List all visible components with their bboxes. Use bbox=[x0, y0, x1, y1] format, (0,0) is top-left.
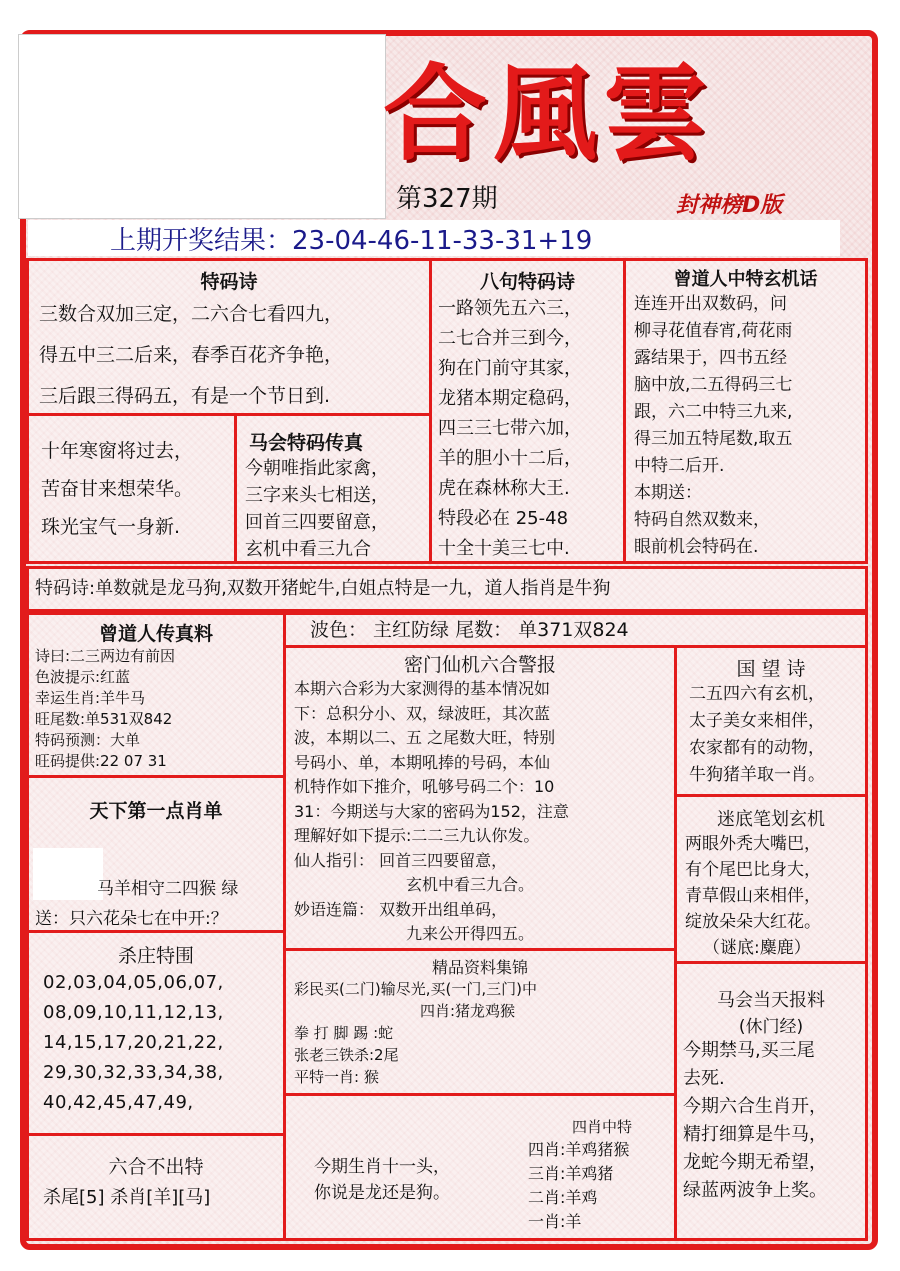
poem-line: 本期送： bbox=[634, 483, 702, 503]
zeng-line: 诗曰:二三两边有前因 bbox=[35, 647, 176, 665]
shazhuang-tewei bbox=[26, 930, 286, 1136]
wave-tail bbox=[283, 612, 868, 648]
number-row: 40,42,45,47,49, bbox=[43, 1092, 194, 1113]
midi-line: 有个尾巴比身大， bbox=[685, 860, 821, 880]
poem-line: 得三加五特尾数,取五 bbox=[634, 429, 793, 449]
poem-line: 得五中三二后来，春季百花齐争艳， bbox=[39, 344, 344, 366]
jingpin-title: 精品资料集锦 bbox=[431, 958, 528, 977]
number-row: 08,09,10,11,12,13, bbox=[43, 1002, 224, 1023]
mahui-line: 龙蛇今期无希望， bbox=[683, 1152, 827, 1173]
tianxia-danxiao bbox=[26, 775, 286, 933]
zeng-chuanzhen bbox=[26, 612, 286, 778]
poem-mahui-title: 马会特码传真 bbox=[249, 432, 364, 454]
midi-bihua bbox=[674, 794, 868, 964]
edition-subtitle: 封神榜D版 bbox=[676, 193, 783, 218]
zeng-title: 曾道人传真料 bbox=[98, 623, 213, 645]
poem-tema-title: 特码诗 bbox=[200, 271, 258, 293]
midi-line: 青草假山来相伴， bbox=[685, 886, 821, 906]
jingpin-ziliao bbox=[283, 948, 677, 1096]
poem-line: 二七合并三到今， bbox=[438, 328, 582, 349]
jingpin-line: 四肖:猪龙鸡猴 bbox=[420, 1002, 516, 1020]
four-xiao-line: 一肖:羊 bbox=[528, 1212, 582, 1231]
mahui-line: 绿蓝两波争上奖。 bbox=[683, 1180, 827, 1201]
midi-line: 绽放朵朵大红花。 bbox=[685, 912, 821, 932]
guowang-line: 牛狗猪羊取一肖。 bbox=[689, 765, 825, 785]
poem-line: 十全十美三七中. bbox=[438, 538, 570, 559]
mimen-line: 玄机中看三九合。 bbox=[406, 875, 535, 894]
mahui-line: 精打细算是牛马， bbox=[683, 1124, 827, 1145]
poem-line: 羊的胆小十二后， bbox=[438, 448, 582, 469]
midi-line: 两眼外秃大嘴巴， bbox=[685, 834, 821, 854]
mimen-line: 本期六合彩为大家测得的基本情况如 bbox=[294, 679, 551, 698]
poem-mahui-chuanzhen bbox=[234, 413, 432, 564]
liuhe-buchute bbox=[26, 1133, 286, 1241]
masked-region bbox=[18, 34, 386, 219]
tema-banner bbox=[26, 566, 868, 612]
poem-bajiu bbox=[429, 258, 626, 564]
number-row: 02,03,04,05,06,07, bbox=[43, 972, 224, 993]
masked-region bbox=[33, 848, 103, 900]
shengxiao-line: 今期生肖十一头， bbox=[314, 1157, 450, 1177]
four-xiao-line: 三肖:羊鸡猪 bbox=[528, 1164, 614, 1183]
poem-line: 柳寻花值春宵,荷花雨 bbox=[634, 321, 793, 341]
zeng-line: 旺码提供:22 07 31 bbox=[35, 752, 167, 770]
mahui-line: 今期禁马,买三尾 bbox=[683, 1040, 815, 1061]
last-result: 上期开奖结果：23-04-46-11-33-31+19 bbox=[110, 226, 593, 256]
poem-line: 露结果于，四书五经 bbox=[634, 348, 787, 368]
buchu-line: 杀尾[5] 杀肖[羊][马] bbox=[43, 1187, 211, 1208]
zeng-line: 特码预测：大单 bbox=[35, 731, 141, 749]
poem-line: 龙猪本期定稳码， bbox=[438, 388, 582, 409]
four-xiao-line: 四肖:羊鸡猪猴 bbox=[528, 1140, 630, 1159]
poem-line: 特码自然双数来， bbox=[634, 510, 770, 530]
poem-line: 特段必在 25-48 bbox=[438, 508, 569, 529]
banner-text: 特码诗:单数就是龙马狗,双数开猪蛇牛,白姐点特是一九，道人指肖是牛狗 bbox=[35, 578, 611, 599]
poem-line: 眼前机会特码在. bbox=[634, 537, 759, 557]
poem-line: 玄机中看三九合 bbox=[245, 539, 371, 560]
buchu-title: 六合不出特 bbox=[108, 1156, 204, 1178]
mimen-title: 密门仙机六合警报 bbox=[403, 654, 556, 676]
mimen-line: 31：今期送与大家的密码为152，注意 bbox=[294, 801, 569, 821]
midi-line: （谜底:麋鹿） bbox=[703, 938, 811, 958]
tianxia-line: 送：只六花朵七在中开:？ bbox=[35, 909, 228, 929]
poem-line: 虎在森林称大王. bbox=[438, 478, 570, 499]
mimen-line: 九来公开得四五。 bbox=[406, 924, 535, 943]
mahui-subtitle: (休门经) bbox=[738, 1017, 804, 1037]
zeng-line: 幸运生肖:羊牛马 bbox=[35, 689, 146, 707]
poem-line: 苦奋甘来想荣华。 bbox=[41, 478, 194, 500]
zeng-line: 色波提示:红蓝 bbox=[35, 668, 131, 686]
mimen-line: 下：总积分小、双，绿波旺，其次蓝 bbox=[294, 703, 551, 723]
number-row: 14,15,17,20,21,22, bbox=[43, 1032, 224, 1053]
zeng-line: 旺尾数:单531双842 bbox=[35, 710, 173, 728]
logo-title: 合風雲 bbox=[383, 52, 714, 175]
poem-shinian bbox=[26, 413, 237, 564]
poem-line: 珠光宝气一身新. bbox=[41, 516, 181, 538]
poem-line: 一路领先五六三， bbox=[438, 298, 582, 319]
poem-line: 三字来头七相送， bbox=[245, 485, 389, 506]
guowang-poem bbox=[674, 645, 868, 797]
mahui-line: 去死. bbox=[683, 1068, 725, 1089]
mahui-line: 今期六合生肖开， bbox=[683, 1096, 827, 1117]
mahui-baoliao bbox=[674, 961, 868, 1241]
jingpin-line: 张老三铁杀:2尾 bbox=[294, 1046, 399, 1064]
poem-line: 三后跟三得码五，有是一个节日到. bbox=[39, 385, 331, 407]
shengxiao-box bbox=[283, 1093, 677, 1241]
mahui-title: 马会当天报料 bbox=[717, 990, 825, 1011]
guowang-line: 太子美女来相伴， bbox=[689, 711, 825, 731]
guowang-title: 国 望 诗 bbox=[736, 658, 806, 680]
shengxiao-line: 你说是龙还是狗。 bbox=[314, 1183, 450, 1203]
poem-zeng-title: 曾道人中特玄机话 bbox=[673, 269, 818, 290]
jingpin-line: 拳 打 脚 踢 :蛇 bbox=[294, 1024, 394, 1042]
mimen-xianji bbox=[283, 645, 677, 951]
tianxia-line: 马羊相守二四猴 绿 bbox=[97, 879, 239, 899]
guowang-line: 二五四六有玄机， bbox=[689, 684, 825, 704]
midi-title: 迷底笔划玄机 bbox=[717, 809, 825, 830]
poem-line: 十年寒窗将过去， bbox=[41, 440, 194, 462]
mimen-line: 仙人指引： 回首三四要留意， bbox=[294, 850, 508, 870]
shazhuang-title: 杀庄特围 bbox=[117, 945, 194, 967]
guowang-line: 农家都有的动物， bbox=[689, 738, 825, 758]
mimen-line: 号码小、单，本期吼捧的号码，本仙 bbox=[294, 752, 551, 772]
poem-line: 三数合双加三定，二六合七看四九， bbox=[39, 303, 344, 325]
poem-bajiu-title: 八句特码诗 bbox=[479, 271, 575, 293]
poem-line: 狗在门前守其家， bbox=[438, 358, 582, 379]
number-row: 29,30,32,33,34,38, bbox=[43, 1062, 224, 1083]
poem-line: 连连开出双数码，问 bbox=[634, 294, 787, 314]
jingpin-line: 平特一肖: 猴 bbox=[294, 1068, 379, 1086]
four-xiao-title: 四肖中特 bbox=[572, 1118, 633, 1136]
poem-tema bbox=[26, 258, 432, 416]
poem-line: 四三三七带六加， bbox=[438, 418, 582, 439]
mimen-line: 机特作如下推介，吼够号码二个：10 bbox=[294, 777, 555, 796]
poem-line: 回首三四要留意， bbox=[245, 512, 389, 533]
mimen-line: 妙语连篇： 双数开出组单码， bbox=[294, 899, 508, 919]
poem-zeng-xuanji bbox=[623, 258, 868, 564]
wave-text: 波色： 主红防绿 尾数： 单371双824 bbox=[310, 619, 629, 641]
tianxia-title: 天下第一点肖单 bbox=[89, 800, 223, 822]
mimen-line: 理解好如下提示:二二三九认你发。 bbox=[294, 826, 540, 845]
poem-line: 脑中放,二五得码三七 bbox=[634, 375, 793, 395]
poem-line: 今朝唯指此家禽， bbox=[245, 458, 389, 479]
jingpin-line: 彩民买(二门)输尽光,买(一门,三门)中 bbox=[294, 980, 537, 998]
issue-number: 第327期 bbox=[396, 184, 498, 214]
poem-line: 跟，六二中特三九来, bbox=[634, 402, 793, 422]
mimen-line: 波，本期以二、五 之尾数大旺，特别 bbox=[294, 728, 556, 747]
four-xiao-line: 二肖:羊鸡 bbox=[528, 1188, 598, 1207]
poem-line: 中特二后开. bbox=[634, 456, 725, 476]
